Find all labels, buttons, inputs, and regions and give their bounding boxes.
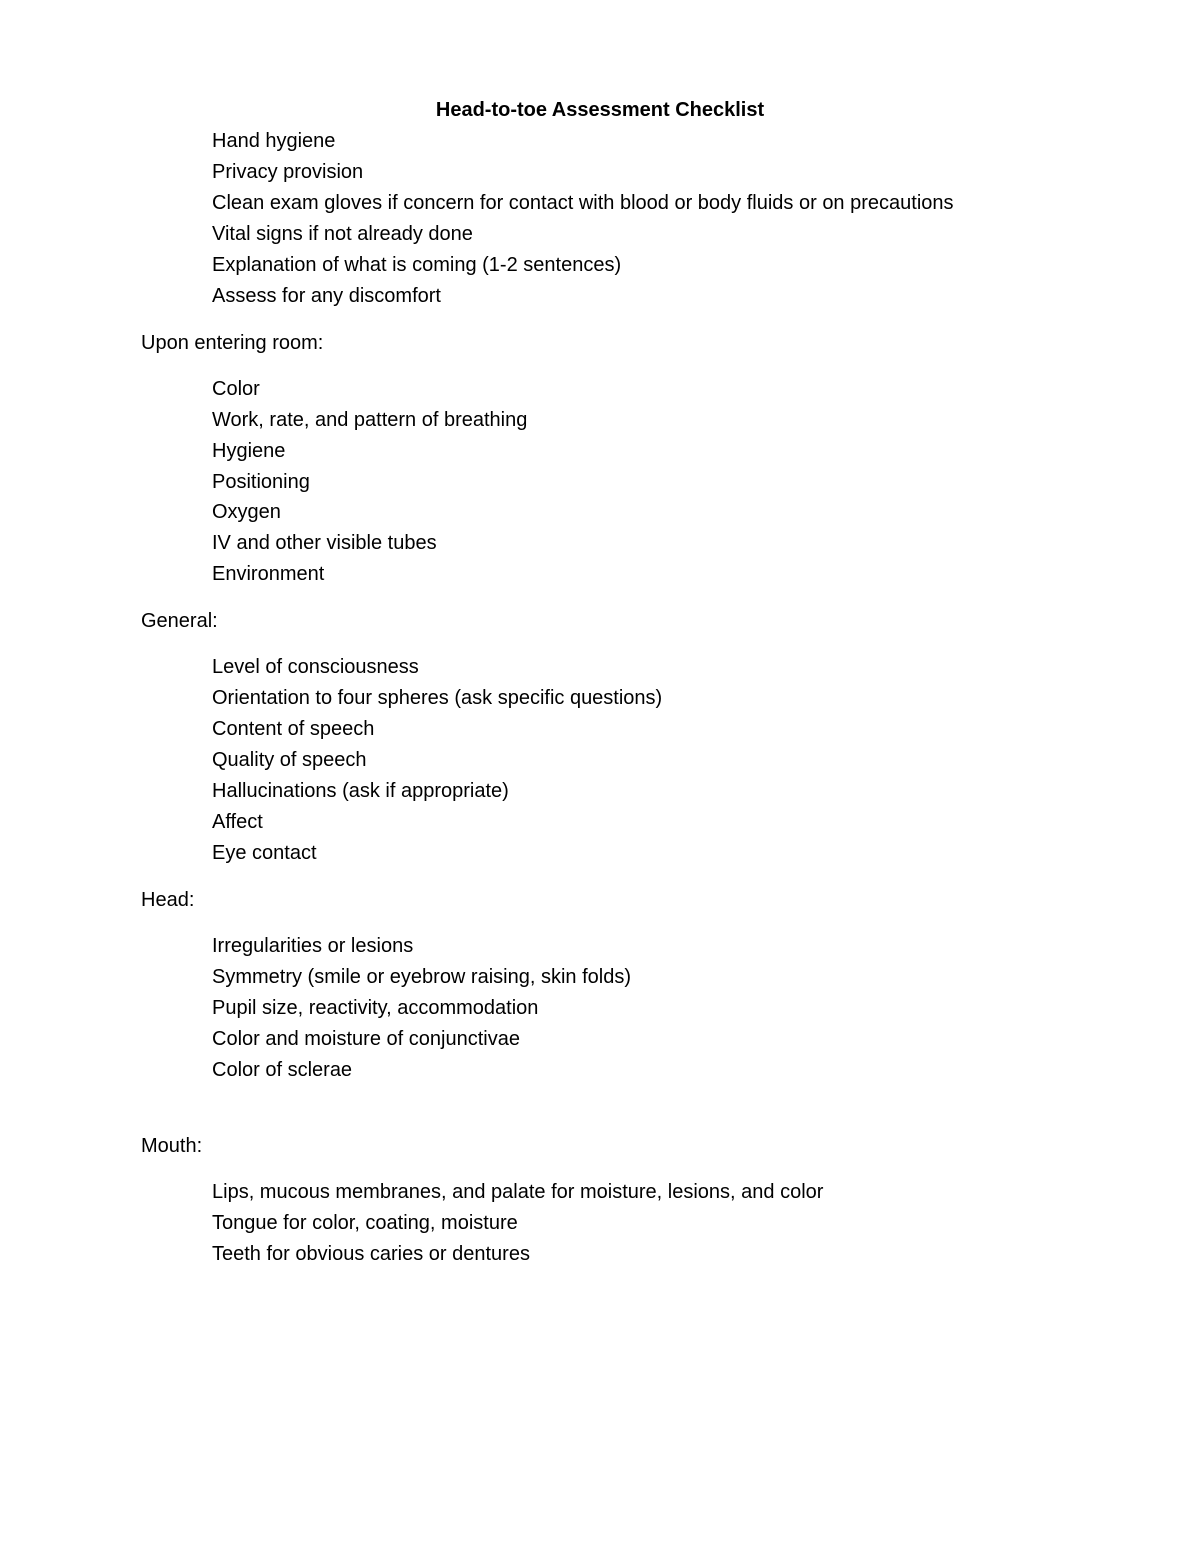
- checklist-item: Positioning: [212, 471, 310, 493]
- checklist-item: Color and moisture of conjunctivae: [212, 1028, 520, 1050]
- checklist-item: Affect: [212, 811, 263, 833]
- section-heading-mouth: Mouth:: [141, 1135, 203, 1157]
- section-heading-general: General:: [141, 610, 218, 632]
- intro-item: Clean exam gloves if concern for contact with blood or body fluids or on precautions: [212, 192, 954, 214]
- checklist-item: Lips, mucous membranes, and palate for moisture, lesions, and color: [212, 1181, 824, 1203]
- section-heading-head: Head:: [141, 889, 195, 911]
- checklist-item: Environment: [212, 563, 325, 585]
- checklist-item: Quality of speech: [212, 749, 367, 771]
- intro-item: Privacy provision: [212, 161, 364, 183]
- checklist-item: Irregularities or lesions: [212, 935, 414, 957]
- checklist-item: IV and other visible tubes: [212, 532, 437, 554]
- checklist-item: Hallucinations (ask if appropriate): [212, 780, 509, 802]
- checklist-item: Color of sclerae: [212, 1059, 353, 1081]
- checklist-item: Work, rate, and pattern of breathing: [212, 409, 528, 431]
- checklist-item: Color: [212, 378, 260, 400]
- checklist-item: Oxygen: [212, 501, 281, 523]
- intro-item: Vital signs if not already done: [212, 223, 473, 245]
- checklist-item: Eye contact: [212, 842, 317, 864]
- checklist-item: Orientation to four spheres (ask specific questions): [212, 687, 663, 709]
- intro-item: Assess for any discomfort: [212, 285, 441, 307]
- intro-item: Hand hygiene: [212, 130, 336, 152]
- page-title: Head-to-toe Assessment Checklist: [435, 99, 765, 121]
- checklist-item: Symmetry (smile or eyebrow raising, skin folds): [212, 966, 631, 988]
- checklist-item: Pupil size, reactivity, accommodation: [212, 997, 539, 1019]
- checklist-item: Content of speech: [212, 718, 375, 740]
- checklist-item: Teeth for obvious caries or dentures: [212, 1243, 530, 1265]
- section-heading-upon-entering-room: Upon entering room:: [141, 332, 324, 354]
- intro-item: Explanation of what is coming (1-2 sentences): [212, 254, 622, 276]
- checklist-item: Hygiene: [212, 440, 286, 462]
- checklist-item: Tongue for color, coating, moisture: [212, 1212, 518, 1234]
- checklist-item: Level of consciousness: [212, 656, 419, 678]
